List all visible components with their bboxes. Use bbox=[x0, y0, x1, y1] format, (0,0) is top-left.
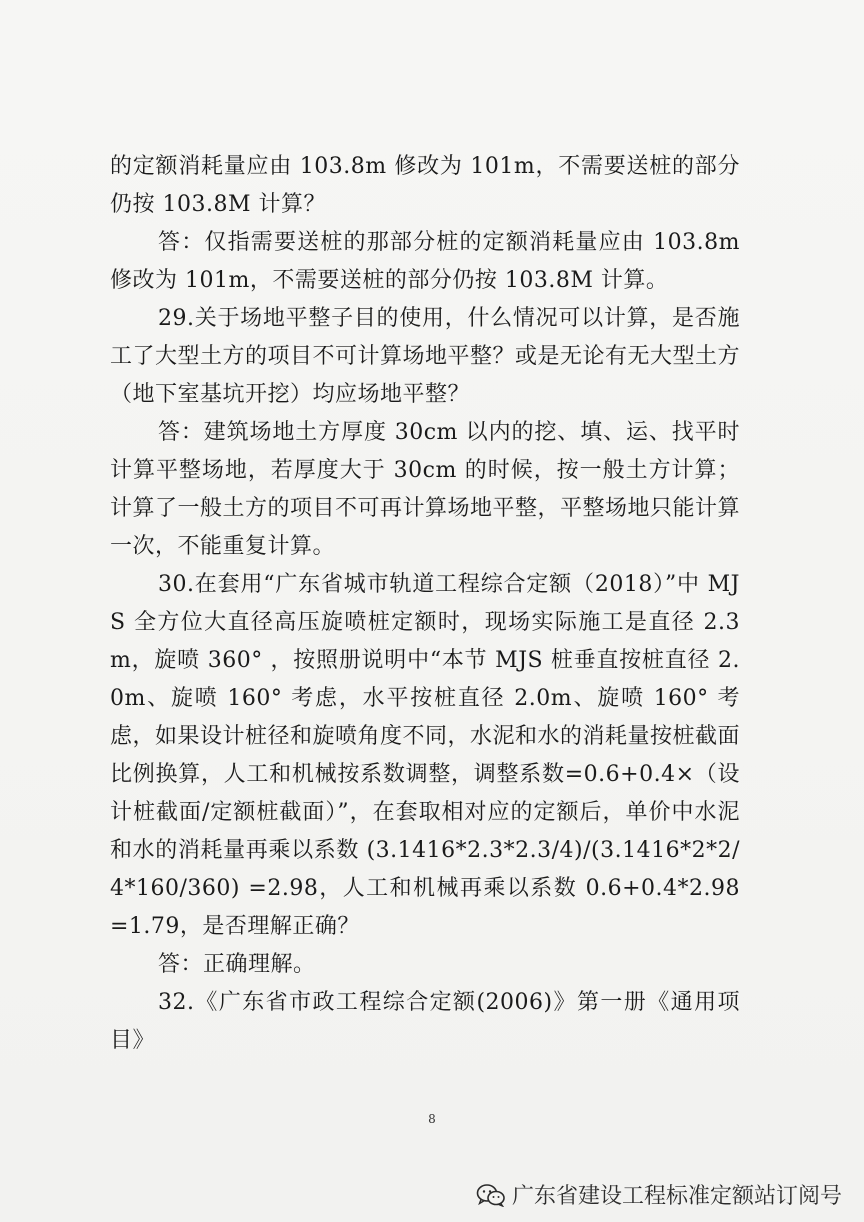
paragraph-3: 29.关于场地平整子目的使用，什么情况可以计算，是否施工了大型土方的项目不可计算场地平整？或是无论有无大型土方（地下室基坑开挖）均应场地平整？ bbox=[110, 306, 741, 407]
watermark bbox=[476, 1179, 842, 1210]
paragraph-4: 答：建筑场地土方厚度 30cm 以内的挖、填、运、找平时计算平整场地，若厚度大于 30cm 的时候，按一般土方计算；计算了一般土方的项目不可再计算场地平整，平整场地只能计算一次，不能重复计算。 bbox=[110, 420, 741, 559]
watermark-text: 广东省建设工程标准定额站订阅号 bbox=[511, 1184, 842, 1209]
paragraph-6: 答：正确理解。 bbox=[158, 952, 316, 977]
page-number: 8 bbox=[428, 1112, 436, 1126]
paragraph-7: 32.《广东省市政工程综合定额(2006)》第一册《通用项目》 bbox=[110, 990, 740, 1053]
wechat-icon bbox=[476, 1183, 506, 1207]
paragraph-2: 答：仅指需要送桩的那部分桩的定额消耗量应由 103.8m 修改为 101m，不需要送桩的部分仍按 103.8M 计算。 bbox=[110, 230, 740, 293]
paragraph-5: 30.在套用“广东省城市轨道工程综合定额（2018）”中 MJS 全方位大直径高压旋喷桩定额时，现场实际施工是直径 2.3m，旋喷 360° ，按照册说明中“本节 MJS 桩垂直按桩直径 2.0m、旋喷 160° 考虑，水平按桩直径 2.0m、旋喷 160° 考虑，如果设计桩径和旋喷角度不同，水泥和水的消耗量按桩截面比例换算，人工和机械按系数调整，调整系数=0.6+0.4×（设计桩截面/定额桩截面）”，在套取相对应的定额后，单价中水泥和水的消耗量再乘以系数 (3.1416*2.3*2.3/4)/(3.1416*2*2/4*160/360) =2.98，人工和机械再乘以系数 0.6+0.4*2.98=1.79，是否理解正确？ bbox=[110, 572, 741, 939]
document-body bbox=[110, 148, 740, 1060]
paragraph-1: 的定额消耗量应由 103.8m 修改为 101m，不需要送桩的部分仍按 103.8M 计算？ bbox=[110, 154, 740, 217]
